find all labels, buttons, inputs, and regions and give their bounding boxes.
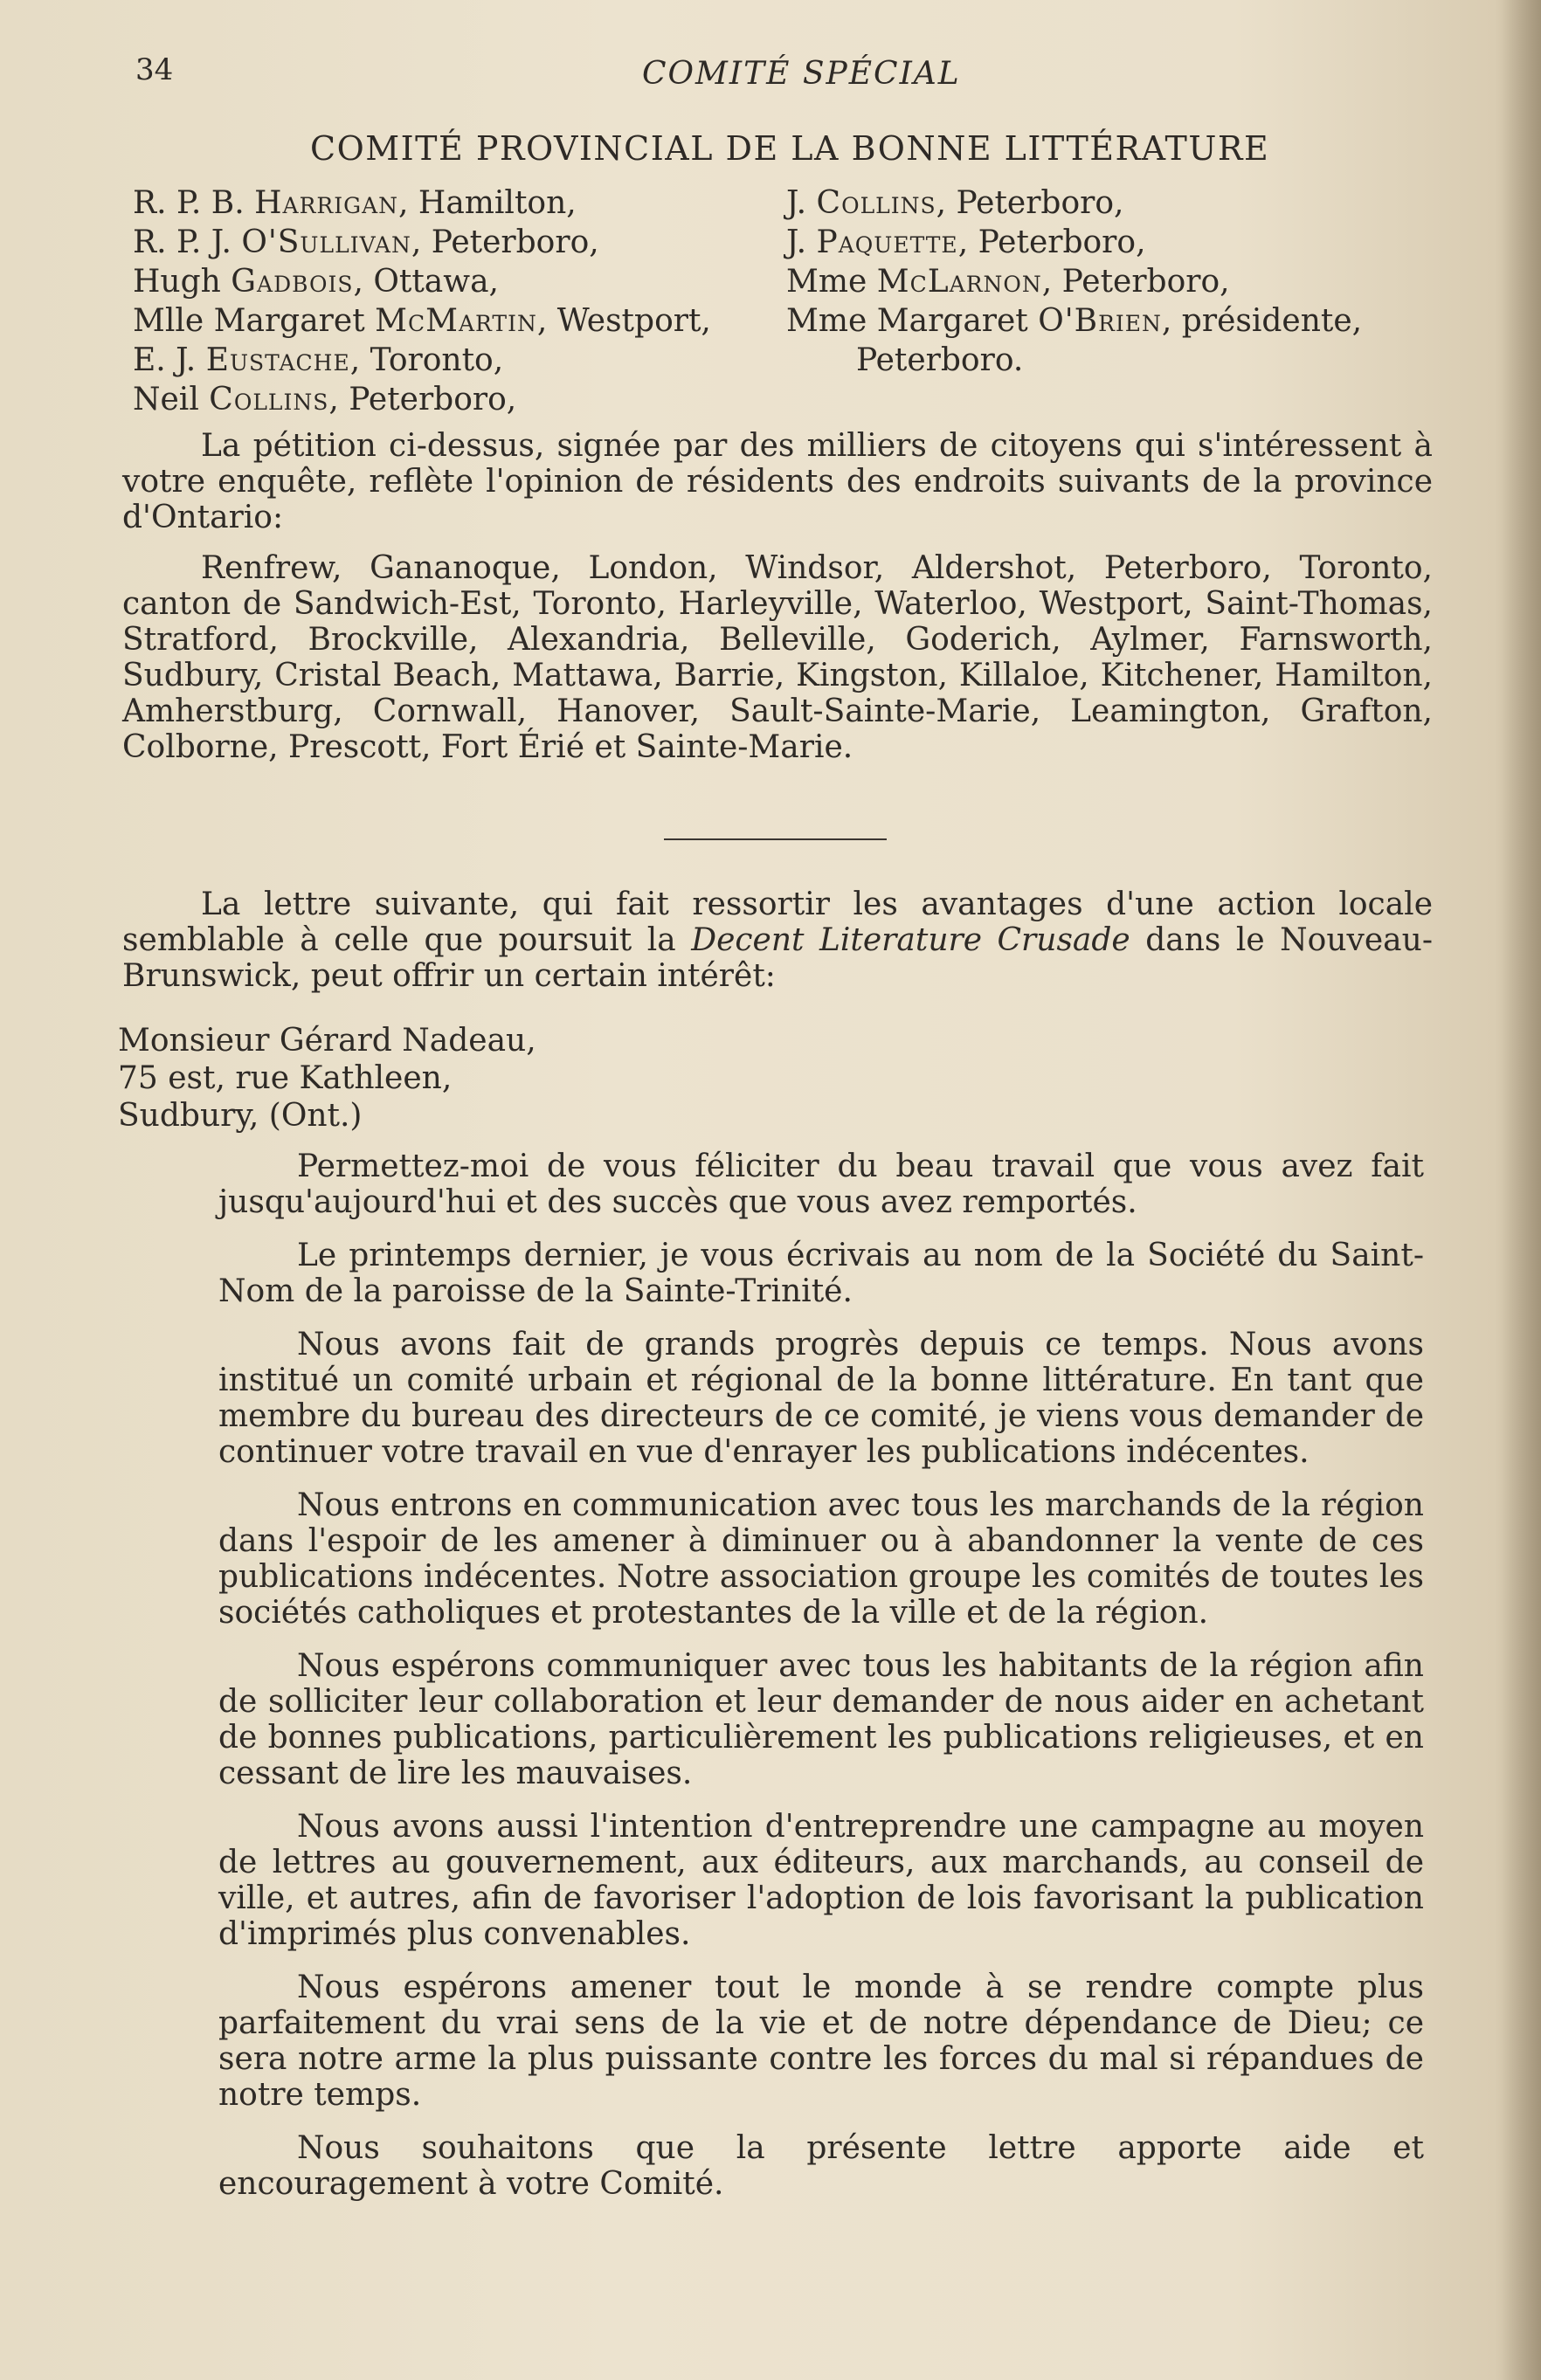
member-entry: J. Collins, Peterboro, <box>786 185 1124 221</box>
running-head <box>135 52 1428 105</box>
decent-literature-crusade: Decent Literature Crusade <box>691 922 1130 958</box>
letter-paragraph: Nous espérons communiquer avec tous les habitants de la région afin de solliciter leur collaboration et leur demander de nous aider en achetant de bonnes publications, particulièrement les publications religieuses, et en cessant de lire les mauvaises. <box>218 1648 1424 1791</box>
address-line: Monsieur Gérard Nadeau, <box>118 1023 536 1059</box>
member-entry: R. P. B. Harrigan, Hamilton, <box>133 185 577 221</box>
page-edge-shadow <box>1502 0 1541 2380</box>
letter-paragraph: Nous avons aussi l'intention d'entreprendre une campagne au moyen de lettres au gouvernement, aux éditeurs, aux marchands, au conseil de ville, et autres, afin de favoriser l'adoption de lois favorisant la publication d'imprimés plus convenables. <box>218 1809 1424 1952</box>
member-entry: J. Paquette, Peterboro, <box>786 224 1146 260</box>
member-entry: Mme McLarnon, Peterboro, <box>786 264 1230 300</box>
member-entry: E. J. Eustache, Toronto, <box>133 342 504 378</box>
address-line: Sudbury, (Ont.) <box>118 1098 363 1134</box>
places-paragraph: Renfrew, Gananoque, London, Windsor, Aldershot, Peterboro, Toronto, canton de Sandwich-Est, Toronto, Harleyville, Waterloo, Westport, Saint-Thomas, Stratford, Brockville, Alexandria, Belleville, Goderich, Aylmer, Farnsworth, Sudbury, Cristal Beach, Mattawa, Barrie, Kingston, Killaloe, Kitchener, Hamilton, Amherstburg, Cornwall, Hanover, Sault-Sainte-Marie, Leamington, Grafton, Colborne, Prescott, Fort Érié et Sainte-Marie. <box>122 550 1433 765</box>
member-entry-continuation: Peterboro. <box>856 342 1024 378</box>
page-number: 34 <box>135 52 174 87</box>
running-title: COMITÉ SPÉCIAL <box>642 56 961 92</box>
member-entry: R. P. J. O'Sullivan, Peterboro, <box>133 224 599 260</box>
member-entry: Neil Collins, Peterboro, <box>133 382 517 417</box>
member-entry: Hugh Gadbois, Ottawa, <box>133 264 499 300</box>
address-line: 75 est, rue Kathleen, <box>118 1060 453 1096</box>
letter-paragraph: Nous entrons en communication avec tous les marchands de la région dans l'espoir de les amener à diminuer ou à abandonner la vente de ces publications indécentes. Notre association groupe les comités de toutes les sociétés catholiques et protestantes de la ville et de la région. <box>218 1487 1424 1631</box>
letter-address <box>118 1022 536 1135</box>
letter-body <box>218 1149 1424 2219</box>
members-right-column <box>786 183 1450 380</box>
member-entry: Mme Margaret O'Brien, présidente, <box>786 303 1363 339</box>
petition-paragraph: La pétition ci-dessus, signée par des milliers de citoyens qui s'intéressent à votre enquête, reflète l'opinion de résidents des endroits suivants de la province d'Ontario: <box>122 428 1433 535</box>
letter-paragraph: Nous souhaitons que la présente lettre apporte aide et encouragement à votre Comité. <box>218 2130 1424 2202</box>
member-entry: Mlle Margaret McMartin, Westport, <box>133 303 711 339</box>
committee-title: COMITÉ PROVINCIAL DE LA BONNE LITTÉRATURE <box>310 129 1270 168</box>
letter-paragraph: Nous avons fait de grands progrès depuis ce temps. Nous avons institué un comité urbain et régional de la bonne littérature. En tant que membre du bureau des directeurs de ce comité, je viens vous demander de continuer votre travail en vue d'enrayer les publications indécentes. <box>218 1327 1424 1470</box>
letter-paragraph: Nous espérons amener tout le monde à se rendre compte plus parfaitement du vrai sens de la vie et de notre dépendance de Dieu; ce sera notre arme la plus puissante contre les forces du mal si répandues de notre temps. <box>218 1970 1424 2113</box>
letter-paragraph: Le printemps dernier, je vous écrivais au nom de la Société du Saint-Nom de la paroisse de la Sainte-Trinité. <box>218 1238 1424 1309</box>
members-left-column <box>133 183 779 419</box>
section-divider <box>664 838 887 840</box>
letter-intro-paragraph: La lettre suivante, qui fait ressortir les avantages d'une action locale semblable à celle que poursuit la Decent Literature Crusade dans le Nouveau-Brunswick, peut offrir un certain intérêt: <box>122 886 1433 994</box>
letter-paragraph: Permettez-moi de vous féliciter du beau travail que vous avez fait jusqu'aujourd'hui et des succès que vous avez remportés. <box>218 1149 1424 1220</box>
